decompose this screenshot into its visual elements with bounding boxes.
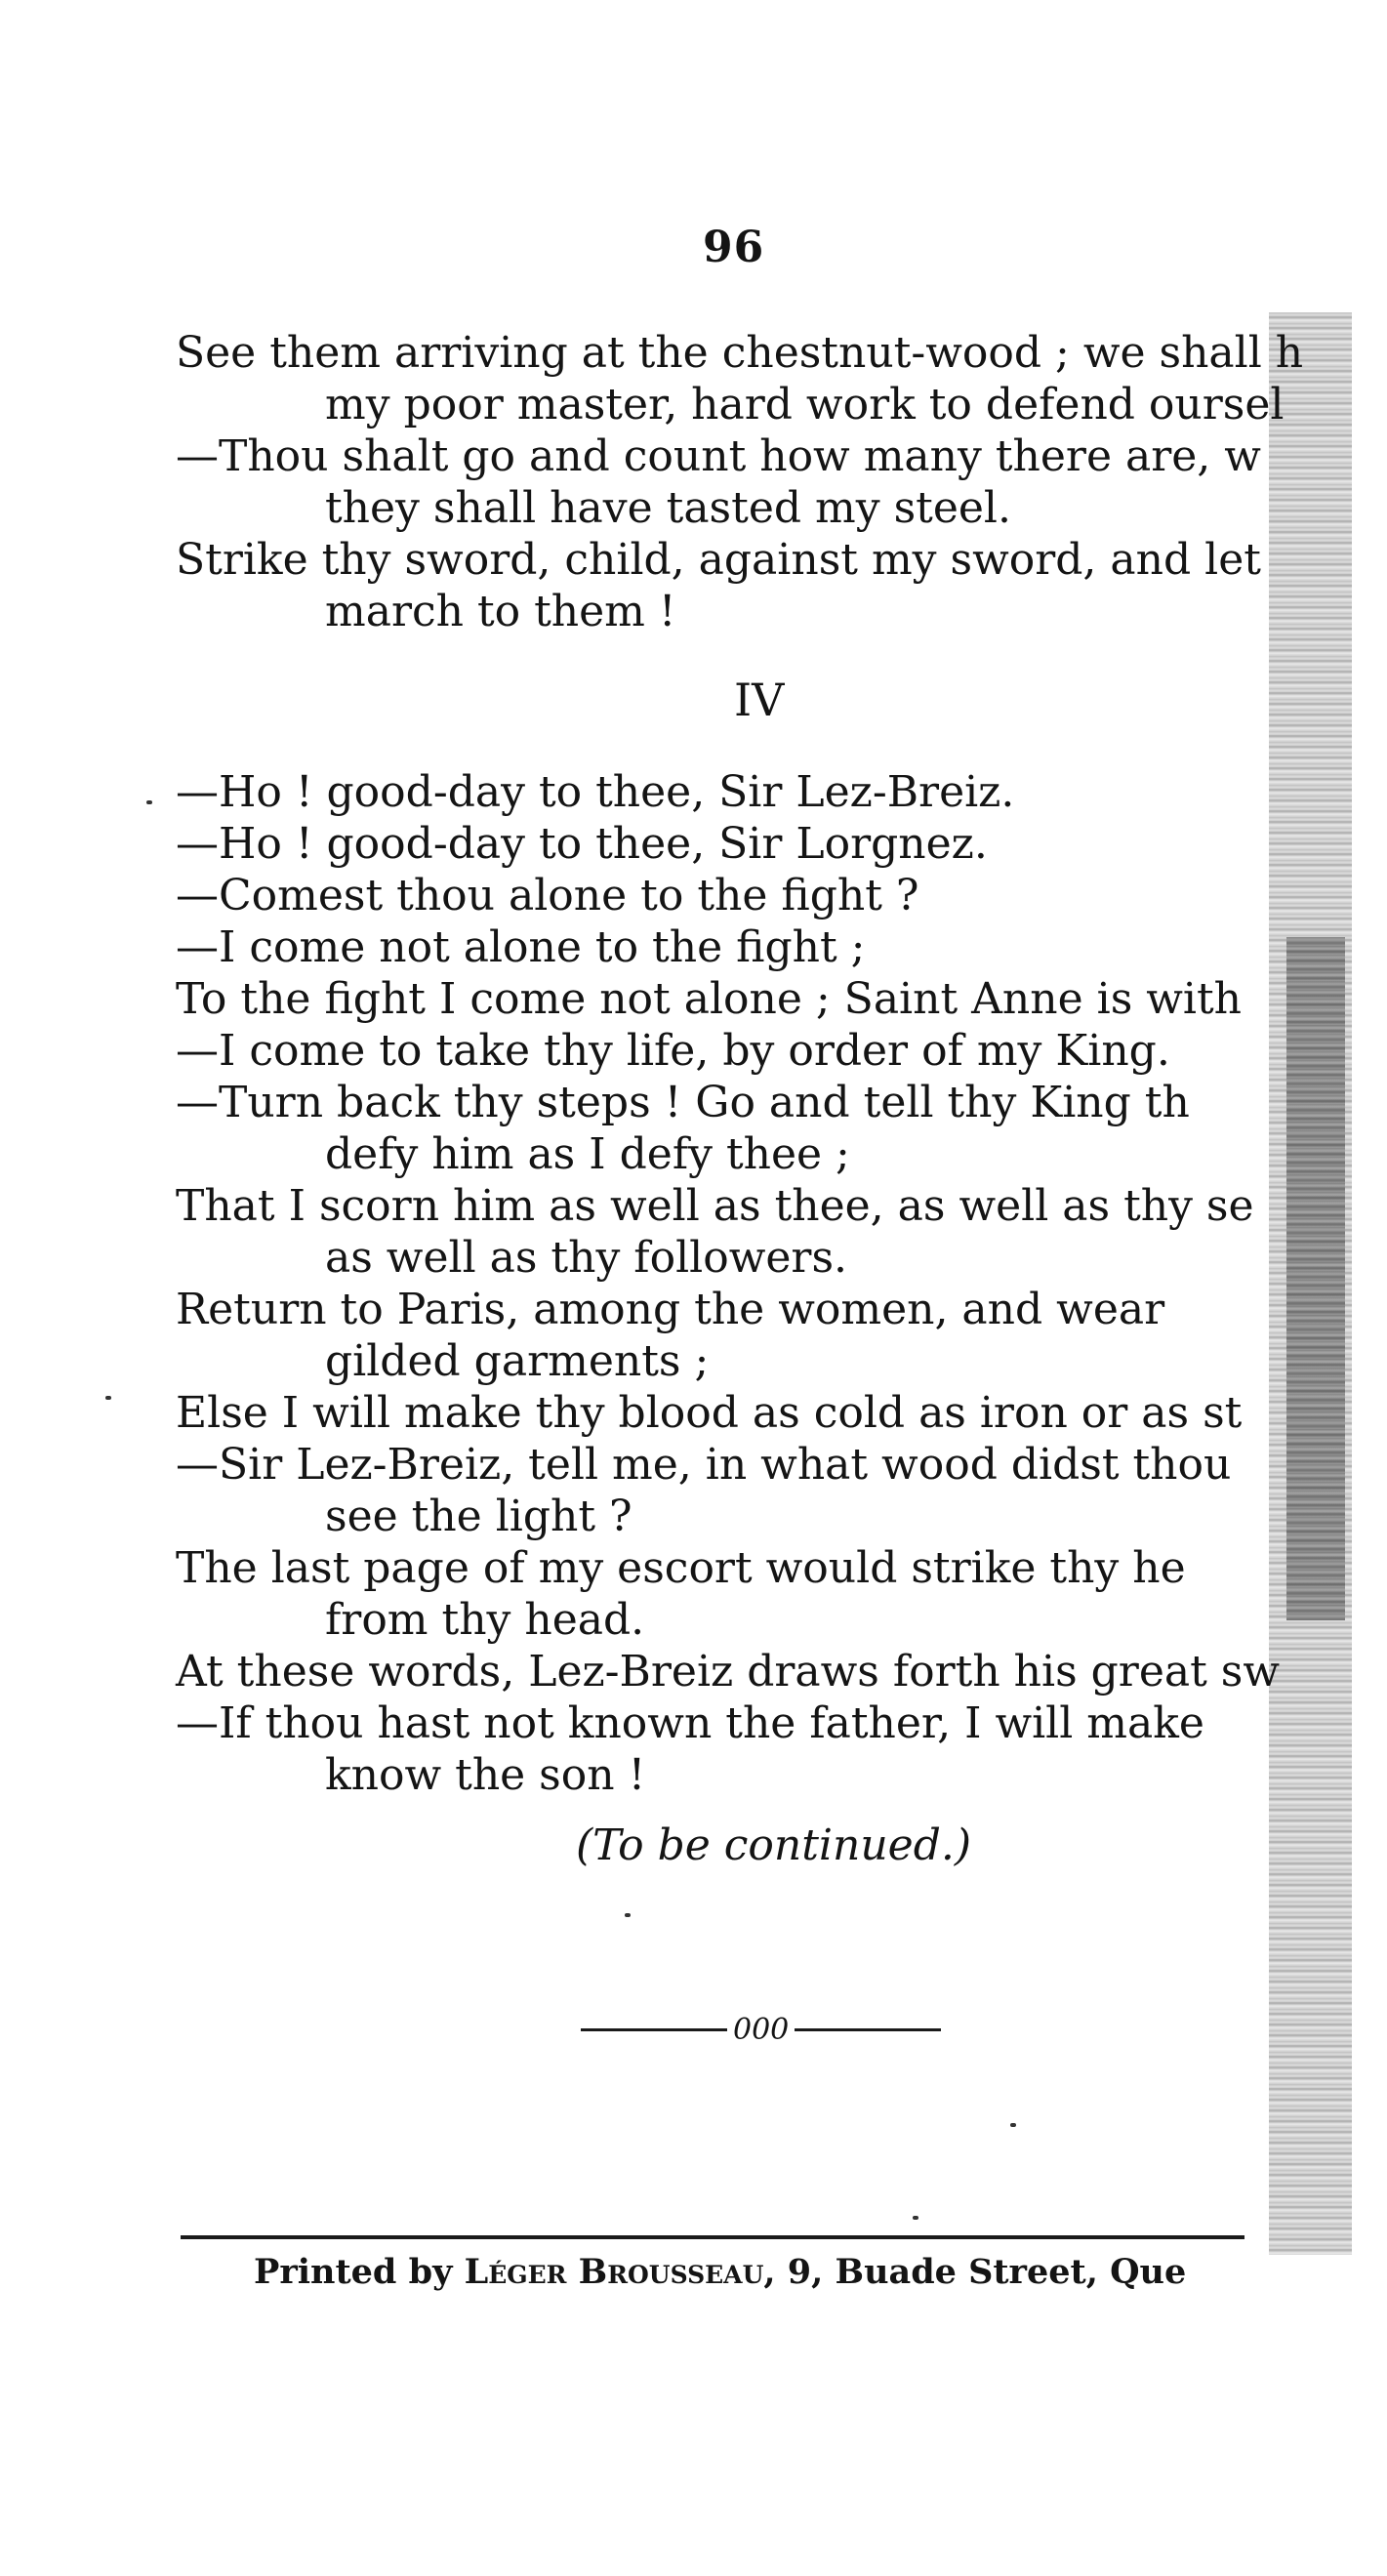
verse-continuation-line: from thy head. (325, 1595, 645, 1645)
printer-imprint (254, 2252, 1186, 2292)
verse-line: Else I will make thy blood as cold as iron or as st (176, 1388, 1243, 1438)
print-speck (1010, 2123, 1016, 2127)
verse-line: —If thou hast not known the father, I will make (176, 1698, 1204, 1748)
verse-line: At these words, Lez-Breiz draws forth his great sw (176, 1647, 1281, 1697)
ornament-rule-left (581, 2028, 727, 2031)
print-speck (105, 1396, 111, 1400)
page-number: 96 (703, 223, 765, 272)
verse-continuation-line: see the light ? (325, 1492, 632, 1541)
verse-line: —I come to take thy life, by order of my King. (176, 1026, 1170, 1076)
print-speck (625, 1913, 631, 1917)
ornament-rule-right (795, 2028, 941, 2031)
imprint-address: , 9, Buade Street, Que (763, 2252, 1187, 2292)
ornament-text: 000 (733, 2013, 790, 2047)
imprint-prefix: Printed by (254, 2252, 465, 2292)
verse-continuation-line: defy him as I defy thee ; (325, 1129, 850, 1179)
footer-rule (181, 2235, 1244, 2239)
verse-line: Strike thy sword, child, against my sword, and let (176, 535, 1261, 585)
verse-line: That I scorn him as well as thee, as well as thy se (176, 1181, 1254, 1231)
verse-line: —Ho ! good-day to thee, Sir Lez-Breiz. (176, 767, 1015, 817)
verse-continuation-line: gilded garments ; (325, 1336, 710, 1386)
verse-continuation-line: my poor master, hard work to defend oursel (325, 380, 1285, 429)
verse-line: —Sir Lez-Breiz, tell me, in what wood didst thou (176, 1440, 1232, 1490)
section-heading: IV (734, 674, 785, 726)
verse-continuation-line: march to them ! (325, 587, 676, 636)
verse-line: —Turn back thy steps ! Go and tell thy King th (176, 1078, 1190, 1127)
print-speck (913, 2216, 918, 2220)
scanned-page-edge-shadow (1286, 937, 1345, 1620)
verse-line: To the fight I come not alone ; Saint Anne is with (176, 974, 1243, 1024)
verse-line: —Comest thou alone to the fight ? (176, 871, 919, 920)
verse-line: —Ho ! good-day to thee, Sir Lorgnez. (176, 819, 988, 869)
print-speck (146, 800, 152, 804)
verse-line: —Thou shalt go and count how many there are, w (176, 431, 1261, 481)
verse-line: —I come not alone to the fight ; (176, 922, 866, 972)
imprint-printer: Léger Brousseau (464, 2252, 764, 2292)
ornament-divider (581, 2013, 941, 2047)
verse-line: Return to Paris, among the women, and wear (176, 1285, 1165, 1334)
verse-continuation-line: as well as thy followers. (325, 1233, 848, 1283)
verse-line: The last page of my escort would strike thy he (176, 1543, 1186, 1593)
to-be-continued-note: (To be continued.) (576, 1820, 972, 1870)
verse-continuation-line: they shall have tasted my steel. (325, 483, 1011, 533)
verse-line: See them arriving at the chestnut-wood ; we shall h (176, 328, 1304, 378)
verse-continuation-line: know the son ! (325, 1750, 646, 1800)
